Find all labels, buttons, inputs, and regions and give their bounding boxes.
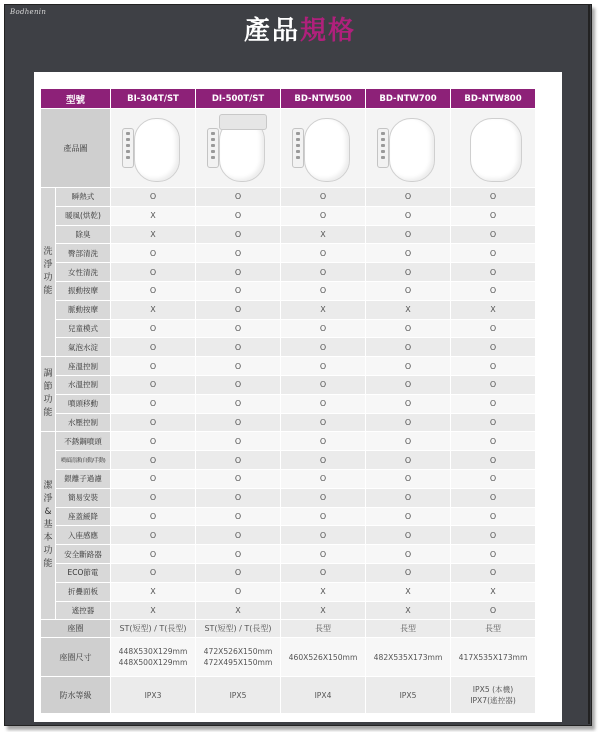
toilet-seat-image	[458, 110, 528, 184]
feature-value: O	[196, 395, 280, 413]
seat-size-label: 座圈尺寸	[41, 638, 110, 676]
product-image-row	[41, 109, 535, 187]
feature-value: O	[451, 207, 535, 225]
feature-value: O	[196, 226, 280, 244]
feature-row	[41, 508, 535, 526]
feature-value: O	[111, 564, 195, 582]
feature-value: O	[281, 207, 365, 225]
seat-size-row	[41, 638, 535, 676]
feature-value: O	[111, 244, 195, 262]
feature-value: O	[281, 244, 365, 262]
feature-value: O	[111, 526, 195, 544]
feature-value: O	[451, 432, 535, 450]
waterproof-value	[111, 677, 195, 713]
feature-value: O	[281, 414, 365, 432]
feature-value: X	[451, 583, 535, 601]
feature-row	[41, 301, 535, 319]
feature-value: O	[111, 451, 195, 469]
feature-value: O	[366, 545, 450, 563]
waterproof-value	[281, 677, 365, 713]
spec-table	[40, 88, 536, 714]
waterproof-line: IPX5	[399, 690, 417, 700]
feature-row	[41, 207, 535, 225]
feature-value: O	[281, 338, 365, 356]
feature-value: O	[111, 263, 195, 281]
feature-value: O	[451, 282, 535, 300]
feature-value: O	[196, 188, 280, 206]
product-image-cell	[451, 109, 535, 187]
feature-row	[41, 376, 535, 394]
seat-type-value: 長型	[281, 620, 365, 637]
feature-value: O	[196, 263, 280, 281]
seat-size-line: 472X495X150mm	[203, 658, 273, 668]
waterproof-label: 防水等級	[41, 677, 110, 713]
model-name: BD-NTW500	[281, 89, 365, 108]
feature-label: 噴頭清潔(自動/手動)	[56, 451, 110, 469]
feature-value: O	[451, 451, 535, 469]
feature-value: X	[111, 301, 195, 319]
feature-row	[41, 414, 535, 432]
model-header-row	[41, 89, 535, 108]
feature-value: O	[111, 545, 195, 563]
feature-value: O	[111, 357, 195, 375]
waterproof-value	[366, 677, 450, 713]
feature-value: O	[366, 207, 450, 225]
feature-label: 瞬熱式	[56, 188, 110, 206]
feature-value: X	[111, 226, 195, 244]
seat-type-value: ST(短型) / T(長型)	[111, 620, 195, 637]
seat-size-value	[451, 638, 535, 676]
seat-size-value	[366, 638, 450, 676]
model-name: DI-500T/ST	[196, 89, 280, 108]
category-text: 洗淨功能	[43, 247, 53, 297]
feature-value: O	[196, 489, 280, 507]
feature-value: O	[366, 282, 450, 300]
feature-value: O	[451, 526, 535, 544]
feature-value: O	[451, 338, 535, 356]
feature-value: X	[451, 301, 535, 319]
feature-value: X	[111, 207, 195, 225]
seat-size-line: 472X526X150mm	[203, 647, 273, 657]
feature-row	[41, 395, 535, 413]
feature-value: O	[281, 470, 365, 488]
category-text: 潔淨&基本功能	[43, 481, 53, 570]
feature-value: O	[196, 508, 280, 526]
waterproof-value	[451, 677, 535, 713]
feature-value: O	[111, 489, 195, 507]
feature-value: O	[451, 263, 535, 281]
spec-panel	[34, 72, 562, 722]
seat-size-value	[196, 638, 280, 676]
feature-label: 暖風(烘乾)	[56, 207, 110, 225]
category-label	[41, 357, 55, 431]
feature-value: O	[366, 226, 450, 244]
feature-row	[41, 320, 535, 338]
feature-label: 除臭	[56, 226, 110, 244]
seat-type-value: 長型	[366, 620, 450, 637]
feature-value: O	[196, 526, 280, 544]
feature-label: 脈動按摩	[56, 301, 110, 319]
seat-size-value	[111, 638, 195, 676]
feature-value: O	[111, 338, 195, 356]
feature-value: O	[451, 188, 535, 206]
feature-value: O	[451, 564, 535, 582]
title-part-1: 產品	[243, 16, 300, 46]
waterproof-line: IPX7(遙控器)	[470, 696, 516, 706]
feature-value: O	[111, 470, 195, 488]
feature-row	[41, 188, 535, 206]
model-name: BI-304T/ST	[111, 89, 195, 108]
feature-row	[41, 282, 535, 300]
feature-value: O	[451, 395, 535, 413]
feature-value: O	[196, 357, 280, 375]
feature-value: O	[111, 188, 195, 206]
toilet-seat-image	[203, 110, 273, 184]
feature-value: O	[366, 357, 450, 375]
seat-size-line: 460X526X150mm	[288, 652, 358, 662]
feature-value: O	[196, 414, 280, 432]
feature-value: O	[451, 602, 535, 620]
feature-value: O	[281, 489, 365, 507]
feature-value: X	[111, 583, 195, 601]
feature-value: O	[111, 432, 195, 450]
feature-row	[41, 357, 535, 375]
feature-value: O	[196, 244, 280, 262]
waterproof-line: IPX4	[314, 690, 332, 700]
feature-value: O	[366, 526, 450, 544]
feature-value: O	[281, 320, 365, 338]
feature-value: O	[451, 357, 535, 375]
feature-value: X	[281, 226, 365, 244]
feature-value: O	[366, 320, 450, 338]
feature-value: O	[196, 451, 280, 469]
feature-row	[41, 564, 535, 582]
feature-row	[41, 244, 535, 262]
feature-label: 安全斷路器	[56, 545, 110, 563]
feature-value: O	[196, 432, 280, 450]
feature-value: X	[281, 583, 365, 601]
seat-type-value: ST(短型) / T(長型)	[196, 620, 280, 637]
product-image-cell	[111, 109, 195, 187]
feature-row	[41, 583, 535, 601]
feature-value: O	[196, 583, 280, 601]
feature-value: O	[281, 451, 365, 469]
feature-value: O	[196, 338, 280, 356]
feature-value: O	[366, 508, 450, 526]
feature-value: O	[196, 470, 280, 488]
waterproof-line: IPX5 (本機)	[472, 685, 514, 695]
feature-label: 入座感應	[56, 526, 110, 544]
feature-value: O	[366, 432, 450, 450]
product-image-cell	[366, 109, 450, 187]
feature-label: 臀部清洗	[56, 244, 110, 262]
model-name: BD-NTW800	[451, 89, 535, 108]
feature-value: O	[451, 244, 535, 262]
seat-size-value	[281, 638, 365, 676]
feature-value: O	[281, 263, 365, 281]
feature-value: O	[111, 376, 195, 394]
feature-value: O	[196, 320, 280, 338]
feature-row	[41, 602, 535, 620]
feature-row	[41, 451, 535, 469]
waterproof-line: IPX3	[144, 690, 162, 700]
feature-value: O	[451, 545, 535, 563]
feature-value: O	[366, 263, 450, 281]
feature-label: 遙控器	[56, 602, 110, 620]
feature-label: 氣泡水淀	[56, 338, 110, 356]
feature-value: O	[196, 301, 280, 319]
feature-value: X	[196, 602, 280, 620]
feature-value: O	[281, 545, 365, 563]
feature-value: O	[451, 376, 535, 394]
feature-value: O	[196, 564, 280, 582]
feature-value: X	[366, 602, 450, 620]
seat-size-line: 448X530X129mm	[118, 647, 188, 657]
feature-value: O	[366, 470, 450, 488]
category-text: 調節功能	[43, 369, 53, 419]
feature-value: O	[366, 338, 450, 356]
toilet-seat-image	[288, 110, 358, 184]
feature-row	[41, 263, 535, 281]
feature-value: O	[196, 545, 280, 563]
feature-label: 振動按摩	[56, 282, 110, 300]
feature-value: O	[196, 376, 280, 394]
feature-value: O	[111, 320, 195, 338]
feature-value: O	[196, 207, 280, 225]
seat-size-line: 448X500X129mm	[118, 658, 188, 668]
model-header-label: 型號	[41, 89, 110, 108]
feature-label: 水壓控制	[56, 414, 110, 432]
feature-row	[41, 489, 535, 507]
feature-value: O	[366, 414, 450, 432]
feature-row	[41, 432, 535, 450]
feature-value: O	[366, 188, 450, 206]
feature-value: O	[111, 282, 195, 300]
seat-type-value: 長型	[451, 620, 535, 637]
seat-size-line: 482X535X173mm	[373, 652, 443, 662]
feature-value: O	[111, 414, 195, 432]
feature-row	[41, 526, 535, 544]
feature-value: O	[451, 470, 535, 488]
category-label	[41, 188, 55, 356]
feature-value: O	[451, 508, 535, 526]
feature-label: 折疊面板	[56, 583, 110, 601]
feature-value: O	[281, 508, 365, 526]
brand-watermark: Bodhenin	[10, 8, 47, 16]
feature-value: O	[281, 188, 365, 206]
waterproof-row	[41, 677, 535, 713]
feature-row	[41, 545, 535, 563]
feature-value: O	[451, 320, 535, 338]
frame-edge	[588, 4, 590, 724]
feature-label: 噴頭移動	[56, 395, 110, 413]
feature-value: O	[281, 432, 365, 450]
feature-label: 銀離子過濾	[56, 470, 110, 488]
feature-value: X	[366, 301, 450, 319]
feature-row	[41, 226, 535, 244]
feature-value: O	[281, 282, 365, 300]
toilet-seat-image	[373, 110, 443, 184]
feature-value: O	[281, 526, 365, 544]
feature-label: 座蓋緩降	[56, 508, 110, 526]
feature-value: O	[281, 395, 365, 413]
feature-label: ECO節電	[56, 564, 110, 582]
feature-row	[41, 338, 535, 356]
feature-label: 不銹鋼噴頭	[56, 432, 110, 450]
feature-row	[41, 470, 535, 488]
feature-value: X	[366, 583, 450, 601]
feature-value: O	[366, 244, 450, 262]
feature-value: O	[366, 489, 450, 507]
toilet-seat-image	[118, 110, 188, 184]
feature-value: O	[366, 564, 450, 582]
product-image-cell	[281, 109, 365, 187]
model-name: BD-NTW700	[366, 89, 450, 108]
feature-label: 水溫控制	[56, 376, 110, 394]
seat-size-line: 417X535X173mm	[458, 652, 528, 662]
feature-value: O	[451, 414, 535, 432]
seat-type-label: 座圈	[41, 620, 110, 637]
feature-value: O	[111, 508, 195, 526]
feature-label: 女性清洗	[56, 263, 110, 281]
feature-value: O	[196, 282, 280, 300]
feature-value: X	[281, 301, 365, 319]
feature-value: O	[451, 489, 535, 507]
feature-value: O	[366, 395, 450, 413]
seat-type-row	[41, 620, 535, 637]
title-part-2: 規格	[300, 16, 357, 46]
feature-label: 簡易安裝	[56, 489, 110, 507]
feature-value: O	[281, 564, 365, 582]
category-label	[41, 432, 55, 619]
feature-value: X	[111, 602, 195, 620]
page-title	[0, 10, 600, 47]
waterproof-value	[196, 677, 280, 713]
feature-value: O	[111, 395, 195, 413]
feature-value: O	[451, 226, 535, 244]
feature-value: X	[281, 602, 365, 620]
feature-label: 座溫控制	[56, 357, 110, 375]
feature-value: O	[366, 451, 450, 469]
product-image-cell	[196, 109, 280, 187]
feature-value: O	[366, 376, 450, 394]
feature-value: O	[281, 376, 365, 394]
feature-label: 兒童模式	[56, 320, 110, 338]
waterproof-line: IPX5	[229, 690, 247, 700]
feature-value: O	[281, 357, 365, 375]
product-image-label: 產品圖	[41, 109, 110, 187]
